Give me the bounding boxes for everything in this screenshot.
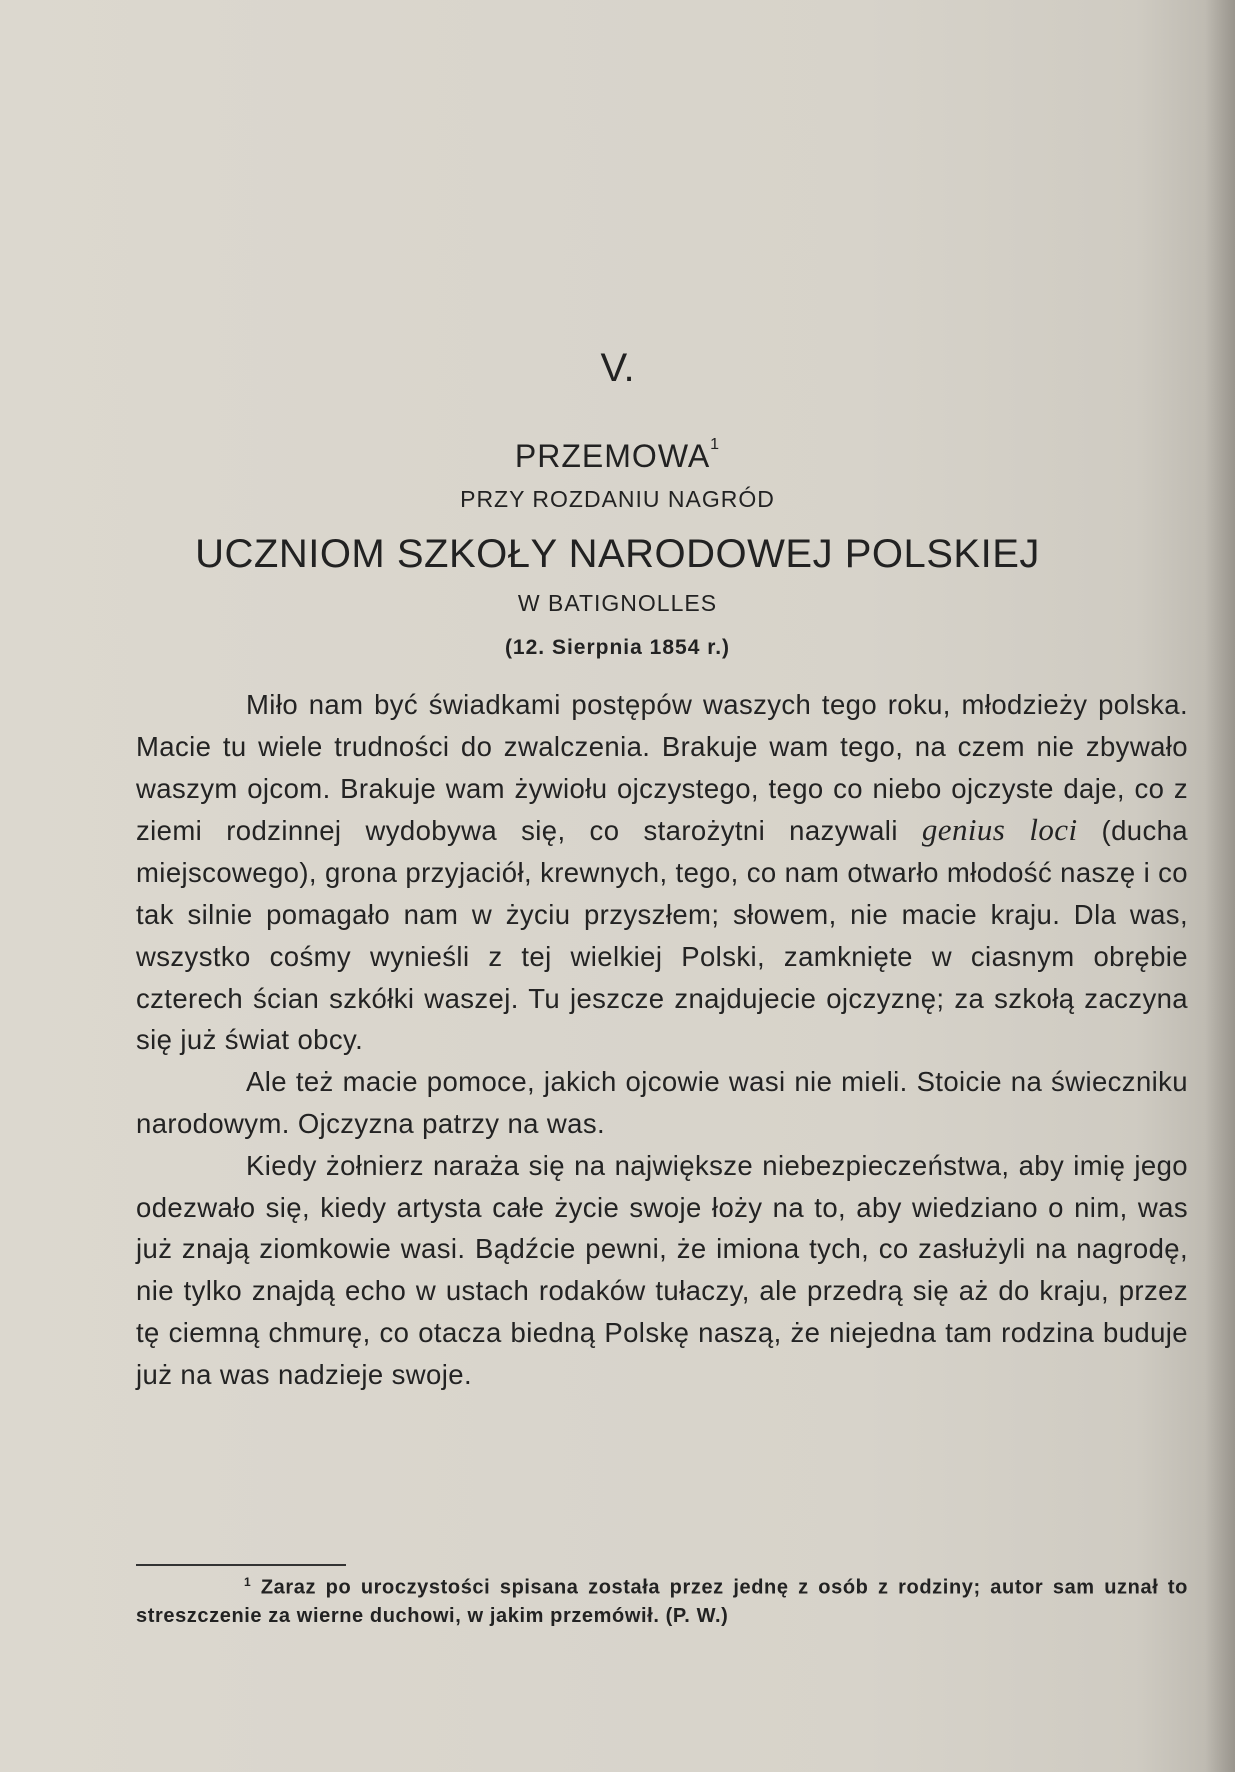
paragraph-3: Kiedy żołnierz naraża się na największe niebezpieczeństwa, aby imię jego odezwało się, kiedy artysta całe życie swoje łoży na to, aby wiedziano o nim, was już znają ziomkowie wasi. Bądźcie pewni, że imiona tych, co zasłużyli na nagrodę, nie tylko znajdą echo w ustach rodaków tułaczy, ale przedrą się aż do kraju, przez tę ciemną chmurę, co otacza biedną Polskę naszą, że niejedna tam rodzina buduje już na was nadzieje swoje. [136, 1149, 1188, 1390]
paragraph-1-text-a: Miło nam być świadkami postępów waszych tego roku, młodzieży polska. Macie tu wiele trudności do zwalczenia. Brakuje wam tego, na czem nie zbywało waszym ojcom. Brakuje wam żywiołu ojczystego, tego co niebo ojczyste daje, co z ziemi rodzinnej wydobywa się, co starożytni nazywali [136, 689, 1188, 847]
footnote-text-line [136, 1568, 1188, 1630]
footnote-divider [136, 1564, 346, 1566]
footnote [136, 1568, 1188, 1630]
paragraph-1-text-b: (ducha miejscowego), grona przyjaciół, krewnych, tego, co nam otwarło młodość naszę i co tak silnie pomagało nam w życiu przyszłem; słowem, nie macie kraju. Dla was, wszystko cośmy wynieśli z tej wielkiej Polski, zamknięte w ciasnym obrębie czterech ścian szkółki waszej. Tu jeszcze znajdujecie ojczyznę; za szkołą zaczyna się już świat obcy. [136, 815, 1189, 1056]
title-line-4: W BATIGNOLLES [517, 590, 718, 616]
title-line-2: PRZY ROZDANIU NAGRÓD [460, 486, 775, 512]
paragraph-1 [136, 684, 1188, 1061]
footnote-text: Zaraz po uroczystości spisana została przez jednę z osób z rodziny; autor sam uznał to streszczenie za wierne duchowi, w jakim przemówił. (P. W.) [136, 1576, 1188, 1627]
chapter-number: V. [600, 346, 635, 390]
speech-date: (12. Sierpnia 1854 r.) [504, 636, 731, 659]
speech-body [136, 684, 1188, 1396]
footnote-mark: 1 [244, 1575, 252, 1589]
title-line-1 [0, 438, 1235, 475]
title-line-3: UCZNIOM SZKOŁY NARODOWEJ POLSKIEJ [195, 532, 1040, 576]
title-word: PRZEMOWA [514, 438, 711, 474]
footnote-reference: 1 [710, 436, 721, 453]
paragraph-2: Ale też macie pomoce, jakich ojcowie wasi nie mieli. Stoicie na świeczniku narodowym. Ojczyzna patrzy na was. [136, 1066, 1188, 1139]
paragraph-1-italic: genius loci [921, 812, 1078, 848]
